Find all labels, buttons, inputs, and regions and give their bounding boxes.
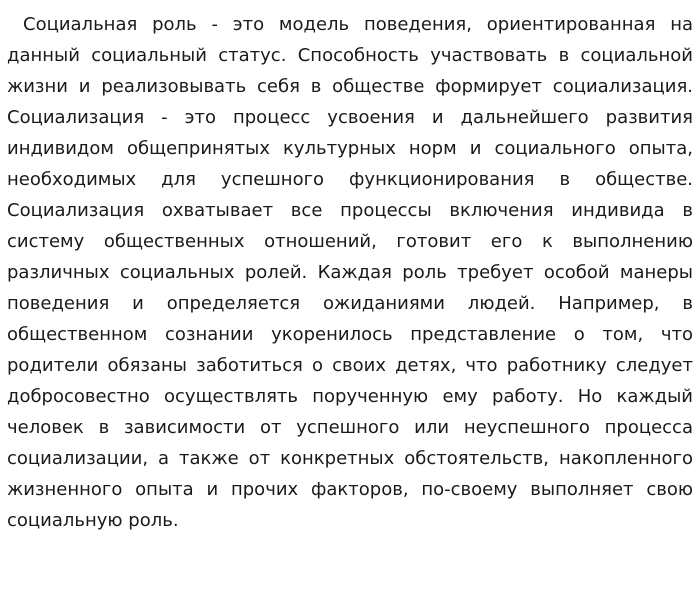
body-paragraph: Социальная роль - это модель поведения, ориентированная на данный социальный статус. Способность участвовать в социальной жизни и реализовывать себя в обществе формирует социализация. Социализация - это процесс усвоения и дальнейшего развития индивидом общепринятых культурных норм и социального опыта, необходимых для успешного функционирования в обществе. Социализация охватывает все процессы включения индивида в систему общественных отношений, готовит его к выполнению различных социальных ролей. Каждая роль требует особой манеры поведения и определяется ожиданиями людей. Например, в общественном сознании укоренилось представление о том, что родители обязаны заботиться о своих детях, что работнику следует добросовестно осуществлять порученную ему работу. Но каждый человек в зависимости от успешного или неуспешного процесса социализации, а также от конкретных обстоятельств, накопленного жизненного опыта и прочих факторов, по-своему выполняет свою социальную роль.	[7, 14, 693, 531]
document-body	[7, 9, 693, 536]
